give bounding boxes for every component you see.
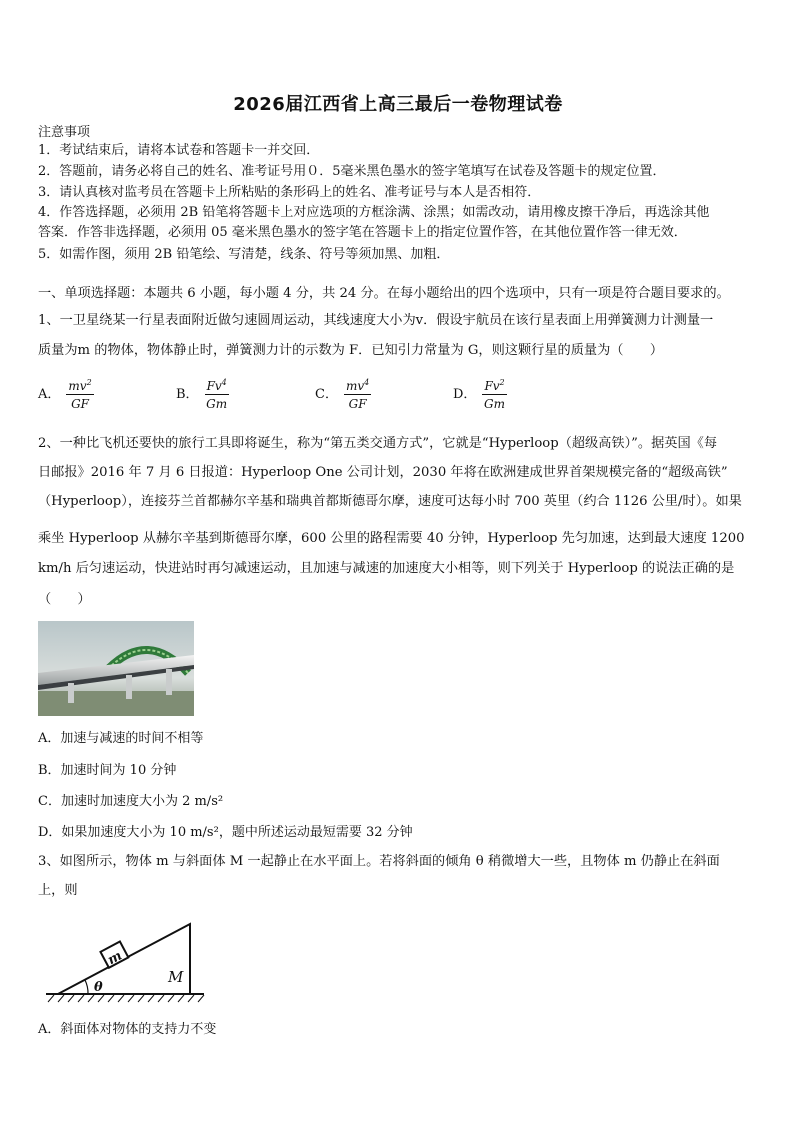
wedge-label: M bbox=[168, 968, 184, 986]
q1-option-c[interactable]: C． $\frac{mv^4}{GF}$ bbox=[315, 378, 370, 411]
q2-text-line: （ ） bbox=[38, 592, 91, 607]
q1-text-line: 质量为m 的物体，物体静止时，弹簧测力计的示数为 F．已知引力常量为 G，则这颗行星的质量为（ ） bbox=[38, 343, 664, 358]
q2-text-line: km/h 后匀速运动，快进站时再匀减速运动，且加速与减速的加速度大小相等，则下列关于 Hyperloop 的说法正确的是 bbox=[38, 561, 735, 576]
block-label: m bbox=[105, 948, 125, 969]
q2-choice-d[interactable]: D．如果加速度大小为 10 m/s²，题中所述运动最短需要 32 分钟 bbox=[38, 825, 413, 840]
notice-item: 5．如需作图，须用 2B 铅笔绘、写清楚，线条、符号等须加黑、加粗． bbox=[38, 247, 450, 262]
notice-item: 3．请认真核对监考员在答题卡上所粘贴的条形码上的姓名、准考证号与本人是否相符． bbox=[38, 185, 541, 200]
q1-option-d[interactable]: D． $\frac{Fv^2}{Gm}$ bbox=[453, 378, 506, 411]
q2-choice-a[interactable]: A．加速与减速的时间不相等 bbox=[38, 731, 204, 746]
notice-heading: 注意事项 bbox=[38, 125, 91, 140]
fraction: $\frac{Fv^4}{Gm}$ bbox=[206, 378, 228, 411]
q2-text-line: 2、一种比飞机还要快的旅行工具即将诞生，称为“第五类交通方式”，它就是“Hyperloop（超级高铁）”。据英国《每 bbox=[38, 436, 718, 451]
hyperloop-photo bbox=[38, 621, 194, 716]
q2-text-line: 日邮报》2016 年 7 月 6 日报道：Hyperloop One 公司计划，2030 年将在欧洲建成世界首架规模完备的“超级高铁” bbox=[38, 465, 728, 480]
q1-text-line: 1、一卫星绕某一行星表面附近做匀速圆周运动，其线速度大小为v．假设宇航员在该行星表面上用弹簧测力计测量一 bbox=[38, 313, 714, 328]
q3-text-line: 上，则 bbox=[38, 883, 78, 898]
q2-choice-b[interactable]: B．加速时间为 10 分钟 bbox=[38, 763, 177, 778]
fraction: $\frac{mv^4}{GF}$ bbox=[345, 378, 370, 411]
q2-text-line: 乘坐 Hyperloop 从赫尔辛基到斯德哥尔摩，600 公里的路程需要 40 分钟，Hyperloop 先匀加速，达到最大速度 1200 bbox=[38, 531, 745, 546]
q2-text-line: （Hyperloop），连接芬兰首都赫尔辛基和瑞典首都斯德哥尔摩，速度可达每小时 700 英里（约合 1126 公里/时）。如果 bbox=[38, 494, 742, 509]
q1-option-a[interactable]: A． $\frac{mv^2}{GF}$ bbox=[38, 378, 92, 411]
fraction: $\frac{Fv^2}{Gm}$ bbox=[484, 378, 506, 411]
page-title: 2026届江西省上高三最后一卷物理试卷 bbox=[233, 94, 563, 115]
q1-option-b[interactable]: B． $\frac{Fv^4}{Gm}$ bbox=[176, 378, 228, 411]
q3-text-line: 3、如图所示，物体 m 与斜面体 M 一起静止在水平面上。若将斜面的倾角 θ 稍微增大一些，且物体 m 仍静止在斜面 bbox=[38, 854, 720, 869]
notice-item: 1．考试结束后，请将本试卷和答题卡一并交回． bbox=[38, 143, 320, 158]
notice-item: 答案．作答非选择题，必须用 05 毫米黑色墨水的签字笔在答题卡上的指定位置作答，在其他位置作答一律无效． bbox=[38, 225, 687, 240]
notice-item: 2．答题前，请务必将自己的姓名、准考证号用０．5毫米黑色墨水的签字笔填写在试卷及答题卡的规定位置． bbox=[38, 164, 666, 179]
section-heading: 一、单项选择题：本题共 6 小题，每小题 4 分，共 24 分。在每小题给出的四个选项中，只有一项是符合题目要求的。 bbox=[38, 286, 730, 301]
notice-item: 4．作答选择题，必须用 2B 铅笔将答题卡上对应选项的方框涂满、涂黑；如需改动，请用橡皮擦干净后，再选涂其他 bbox=[38, 205, 710, 220]
incline-diagram bbox=[44, 918, 206, 1004]
q3-choice-a[interactable]: A．斜面体对物体的支持力不变 bbox=[38, 1022, 217, 1037]
q2-choice-c[interactable]: C．加速时加速度大小为 2 m/s² bbox=[38, 794, 224, 809]
fraction: $\frac{mv^2}{GF}$ bbox=[68, 378, 92, 411]
angle-label: θ bbox=[94, 980, 103, 995]
